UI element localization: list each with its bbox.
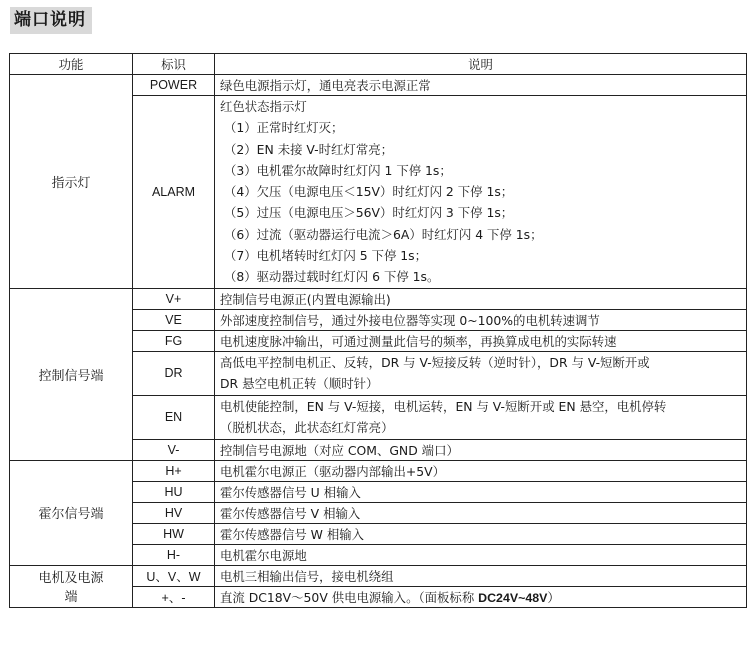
port-label: HU [133,481,215,502]
description-line: 电机使能控制，EN 与 V-短接，电机运转，EN 与 V-短断开或 EN 悬空，电机停转 [220,399,667,415]
group-indicator: 指示灯 [10,75,133,289]
alarm-line: 红色状态指示灯 [220,99,307,114]
port-label: POWER [133,75,215,96]
table-row [10,565,747,586]
port-label: HV [133,502,215,523]
port-label: H+ [133,460,215,481]
port-label: V- [133,439,215,460]
table-row [10,288,747,309]
port-description [215,586,747,607]
alarm-line: （1）正常时红灯灭； [224,120,344,136]
alarm-line: （6）过流（驱动器运行电流＞6A）时红灯闪 4 下停 1s； [224,226,543,242]
port-label: U、V、W [133,565,215,586]
group-label-line: 电机及电源 [38,571,104,587]
group-motor-power [10,565,133,607]
description-text: 直流 DC18V～50V 供电电源输入。（面板标称 [220,589,479,605]
port-description: 霍尔传感器信号 V 相输入 [215,502,747,523]
port-description [215,351,747,395]
port-description: 绿色电源指示灯，通电亮表示电源正常 [215,75,747,96]
description-text-end: ） [547,589,560,605]
group-hall: 霍尔信号端 [10,460,133,565]
group-control: 控制信号端 [10,288,133,460]
port-label: EN [133,395,215,439]
description-line: 高低电平控制电机正、反转，DR 与 V-短接反转（逆时针），DR 与 V-短断开或 [220,355,650,371]
header-function: 功能 [10,54,133,75]
alarm-line: （2）EN 未接 V-时红灯常亮； [224,141,393,157]
port-label: FG [133,330,215,351]
port-label: HW [133,523,215,544]
header-label: 标识 [133,54,215,75]
port-label: DR [133,351,215,395]
alarm-line: （5）过压（电源电压＞56V）时红灯闪 3 下停 1s； [224,205,514,221]
port-description: 电机三相输出信号，接电机绕组 [215,565,747,586]
port-label: V+ [133,288,215,309]
alarm-description [215,96,747,289]
table-row [10,75,747,96]
port-label: VE [133,309,215,330]
port-description: 电机霍尔电源正（驱动器内部输出+5V） [215,460,747,481]
header-row [10,54,747,75]
alarm-line: （7）电机堵转时红灯闪 5 下停 1s； [224,248,427,264]
alarm-line: （3）电机霍尔故障时红灯闪 1 下停 1s； [224,162,452,178]
port-label: H- [133,544,215,565]
port-label: +、- [133,586,215,607]
port-description: 霍尔传感器信号 W 相输入 [215,523,747,544]
page-title: 端口说明 [10,7,92,34]
alarm-line: （8）驱动器过载时红灯闪 6 下停 1s。 [224,269,440,285]
header-description: 说明 [215,54,747,75]
description-line: DR 悬空电机正转（顺时针） [220,376,379,392]
description-line: （脱机状态，此状态红灯常亮） [220,420,394,436]
port-description: 控制信号电源正(内置电源输出) [215,288,747,309]
port-table [9,53,747,608]
port-description [215,395,747,439]
rated-voltage-text: DC24V~48V [478,590,548,605]
port-label: ALARM [133,96,215,289]
alarm-line: （4）欠压（电源电压＜15V）时红灯闪 2 下停 1s； [224,184,514,200]
port-description: 外部速度控制信号，通过外接电位器等实现 0~100%的电机转速调节 [215,309,747,330]
port-description: 电机速度脉冲输出，可通过测量此信号的频率，再换算成电机的实际转速 [215,330,747,351]
group-label-line: 端 [64,590,78,606]
table-row [10,460,747,481]
port-description: 电机霍尔电源地 [215,544,747,565]
port-description: 控制信号电源地（对应 COM、GND 端口） [215,439,747,460]
port-description: 霍尔传感器信号 U 相输入 [215,481,747,502]
